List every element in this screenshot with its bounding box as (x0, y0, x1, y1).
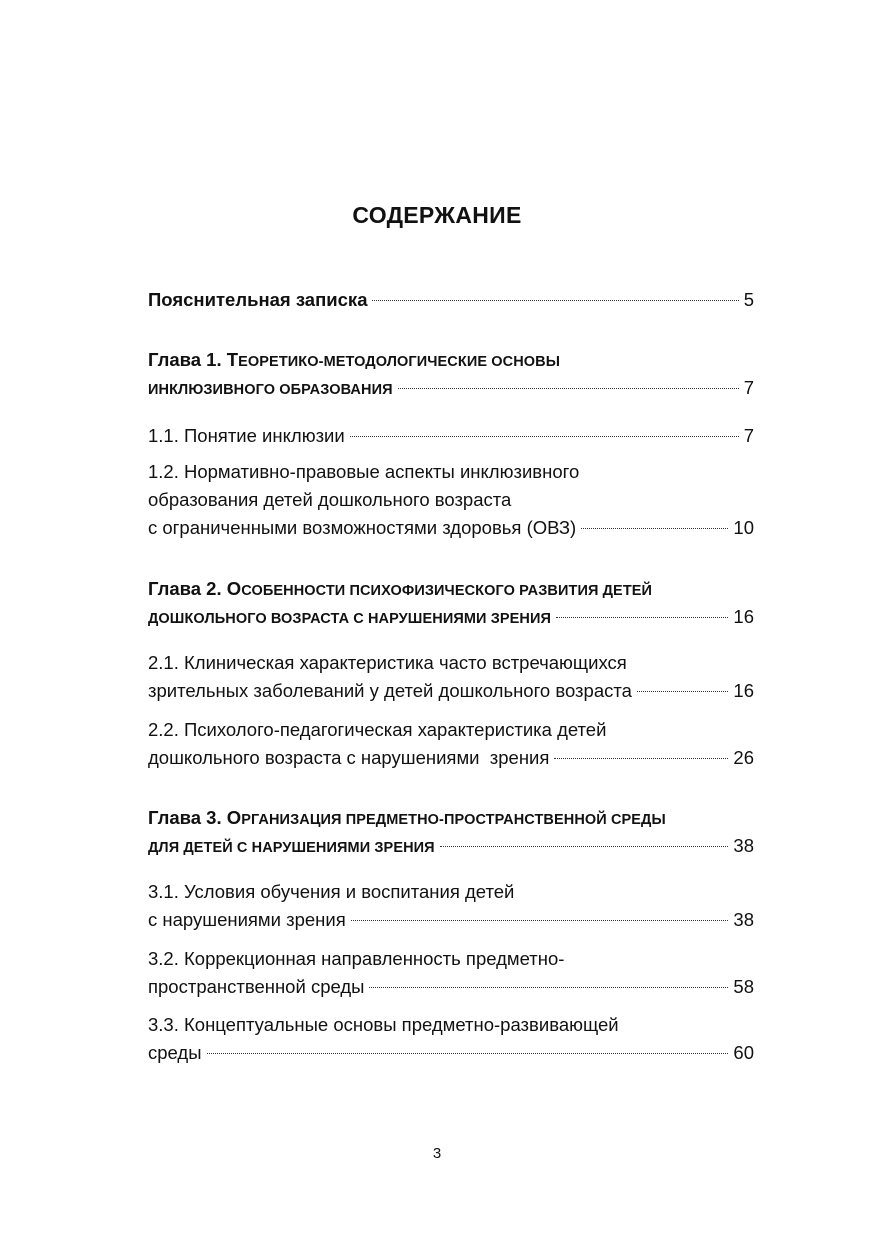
dot-leader (351, 920, 729, 921)
toc-entry-3-3[interactable] (148, 1011, 754, 1067)
chapter-label: Глава 2. (148, 578, 222, 599)
entry-text: среды (148, 1042, 202, 1063)
dot-leader (554, 758, 728, 759)
toc-entry-2-2[interactable] (148, 716, 754, 772)
entry-text: 3.3. Концептуальные основы предметно-развивающей (148, 1014, 619, 1035)
page-title: СОДЕРЖАНИЕ (352, 202, 522, 228)
toc-entry-1-1[interactable] (148, 422, 754, 450)
chapter-title-cont: ИНКЛЮЗИВНОГО ОБРАЗОВАНИЯ (148, 382, 393, 398)
entry-page: 10 (733, 517, 754, 538)
dot-leader (372, 300, 738, 301)
entry-text: зрительных заболеваний у детей дошкольного возраста (148, 680, 632, 701)
entry-text: с нарушениями зрения (148, 909, 346, 930)
entry-text: 3.1. Условия обучения и воспитания детей (148, 881, 515, 902)
toc-entry-intro[interactable] (148, 286, 754, 314)
toc-entry-3-2[interactable] (148, 945, 754, 1001)
toc-entry-3-1[interactable] (148, 878, 754, 934)
entry-page: 60 (733, 1042, 754, 1063)
toc-entry-chapter-2[interactable] (148, 575, 754, 631)
dot-leader (398, 388, 739, 389)
dot-leader (637, 691, 729, 692)
entry-page: 38 (733, 909, 754, 930)
entry-text: с ограниченными возможностями здоровья (ОВЗ) (148, 517, 577, 538)
entry-page: 16 (733, 606, 754, 627)
chapter-label: Глава 3. (148, 807, 222, 828)
entry-text: 2.1. Клиническая характеристика часто встречающихся (148, 652, 627, 673)
entry-page: 16 (733, 680, 754, 701)
toc-entry-1-2[interactable] (148, 458, 754, 542)
dot-leader (350, 436, 739, 437)
dot-leader (581, 528, 728, 529)
entry-page: 26 (733, 747, 754, 768)
chapter-label: Глава 1. (148, 349, 222, 370)
entry-text: 1.1. Понятие инклюзии (148, 425, 345, 446)
entry-text: пространственной среды (148, 976, 365, 997)
entry-page: 38 (733, 835, 754, 856)
entry-text: 2.2. Психолого-педагогическая характеристика детей (148, 719, 607, 740)
dot-leader (556, 617, 728, 618)
toc-entry-chapter-1[interactable] (148, 346, 754, 402)
chapter-title-cont: ДОШКОЛЬНОГО ВОЗРАСТА С НАРУШЕНИЯМИ ЗРЕНИЯ (148, 611, 552, 627)
toc-entry-2-1[interactable] (148, 649, 754, 705)
entry-text: дошкольного возраста с нарушениями зрения (148, 747, 550, 768)
chapter-title: ТЕОРЕТИКО-МЕТОДОЛОГИЧЕСКИЕ ОСНОВЫ (226, 349, 561, 370)
dot-leader (369, 987, 728, 988)
entry-page: 5 (743, 289, 754, 310)
entry-page: 58 (733, 976, 754, 997)
chapter-title: ОСОБЕННОСТИ ПСИХОФИЗИЧЕСКОГО РАЗВИТИЯ ДЕТЕЙ (226, 578, 653, 599)
page-number: 3 (432, 1145, 442, 1162)
entry-text: образования детей дошкольного возраста (148, 489, 512, 510)
dot-leader (440, 846, 729, 847)
entry-page: 7 (743, 377, 754, 398)
chapter-title-cont: ДЛЯ ДЕТЕЙ С НАРУШЕНИЯМИ ЗРЕНИЯ (148, 840, 435, 856)
entry-text: 3.2. Коррекционная направленность предметно- (148, 948, 565, 969)
entry-text: Пояснительная записка (148, 289, 368, 310)
chapter-title: ОРГАНИЗАЦИЯ ПРЕДМЕТНО-ПРОСТРАНСТВЕННОЙ СРЕДЫ (226, 807, 666, 828)
dot-leader (207, 1053, 729, 1054)
toc-entry-chapter-3[interactable] (148, 804, 754, 860)
entry-page: 7 (743, 425, 754, 446)
entry-text: 1.2. Нормативно-правовые аспекты инклюзивного (148, 461, 580, 482)
